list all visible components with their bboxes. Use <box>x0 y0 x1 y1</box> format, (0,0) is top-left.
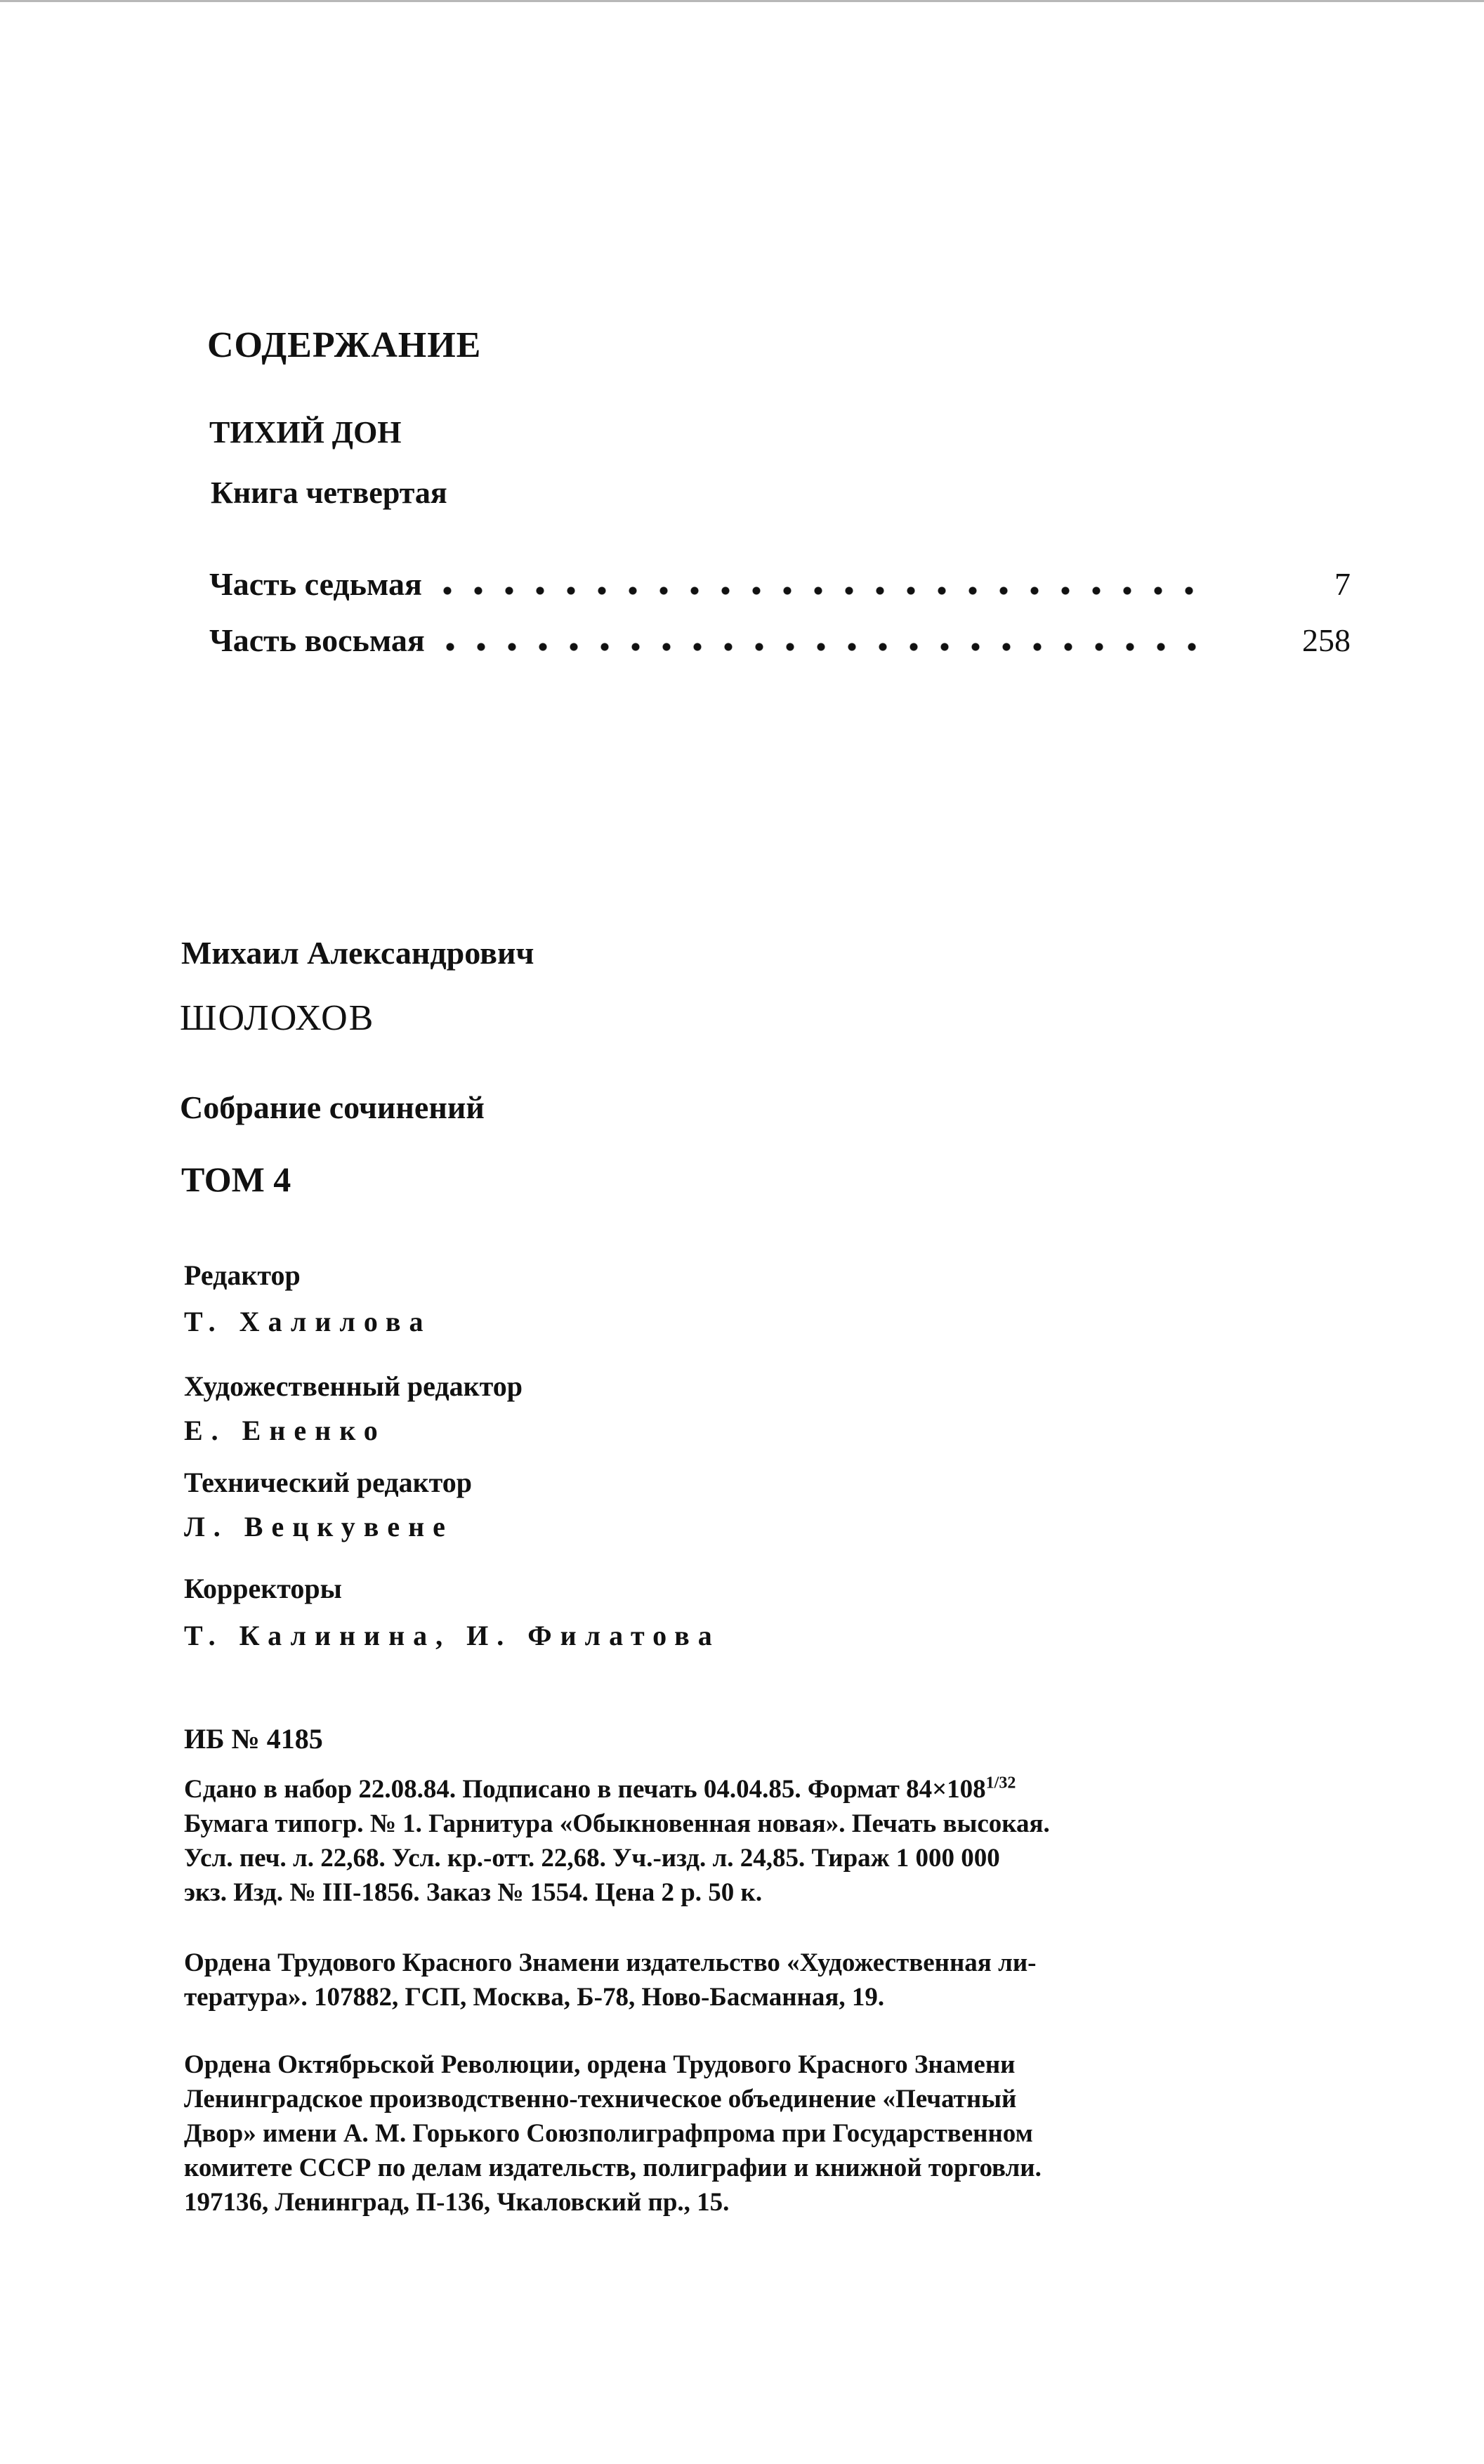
printer-info-line: Ленинградское производственно-техническое объединение «Печатный <box>184 2085 1017 2114</box>
print-details-line: Усл. печ. л. 22,68. Усл. кр.-отт. 22,68. Уч.-изд. л. 24,85. Тираж 1 000 000 <box>184 1844 1000 1873</box>
format-fraction: 1/32 <box>985 1774 1016 1793</box>
credit-person: Е. Ененко <box>184 1415 386 1446</box>
collection-title: Собрание сочинений <box>180 1089 485 1125</box>
printer-info-line: 197136, Ленинград, П-136, Чкаловский пр., 15. <box>184 2188 730 2217</box>
publisher-info-line: тература». 107882, ГСП, Москва, Б-78, Ново-Басманная, 19. <box>184 1983 885 2012</box>
printer-info-line: Двор» имени А. М. Горького Союзполиграфпрома при Государственном <box>184 2119 1033 2148</box>
print-details-text: Сдано в набор 22.08.84. Подписано в печать 04.04.85. Формат 84×108 <box>184 1775 986 1804</box>
toc-dot-leader <box>435 643 1200 651</box>
contents-heading: СОДЕРЖАНИЕ <box>207 325 482 365</box>
print-details-line <box>184 1772 1350 1807</box>
print-details-line: Бумага типогр. № 1. Гарнитура «Обыкновенная новая». Печать высокая. <box>184 1809 1050 1838</box>
printer-info-line: Ордена Октябрьской Революции, ордена Трудового Красного Знамени <box>184 2050 1016 2079</box>
credit-role: Корректоры <box>184 1573 342 1604</box>
toc-dot-leader <box>432 586 1197 595</box>
credit-role: Редактор <box>184 1259 301 1291</box>
credit-role: Технический редактор <box>184 1467 473 1498</box>
toc-entry <box>209 622 1351 664</box>
toc-entry-page: 7 <box>1334 566 1351 602</box>
printer-info-line: комитете СССР по делам издательств, полиграфии и книжной торговли. <box>184 2154 1042 2182</box>
publisher-info-line: Ордена Трудового Красного Знамени издательство «Художественная ли- <box>184 1948 1037 1977</box>
author-name: Михаил Александрович <box>181 935 534 971</box>
volume-number: ТОМ 4 <box>181 1160 291 1199</box>
credit-person: Т. Калинина, И. Филатова <box>184 1620 721 1651</box>
credit-role: Художественный редактор <box>184 1370 523 1402</box>
toc-entry-label: Часть седьмая <box>209 566 422 602</box>
print-details-line: экз. Изд. № III-1856. Заказ № 1554. Цена 2 р. 50 к. <box>184 1878 763 1907</box>
credit-person: Т. Халилова <box>184 1306 432 1337</box>
print-details <box>184 1772 1350 1910</box>
author-surname: ШОЛОХОВ <box>180 998 375 1038</box>
ib-number: ИБ № 4185 <box>184 1723 323 1755</box>
toc-entry-page: 258 <box>1302 622 1351 658</box>
book-title: Книга четвертая <box>211 476 447 510</box>
work-title: ТИХИЙ ДОН <box>209 415 402 450</box>
toc-entry <box>209 565 1351 608</box>
credit-person: Л. Вецкувене <box>184 1511 454 1542</box>
page-top-edge <box>0 0 1484 2</box>
toc-entry-label: Часть восьмая <box>209 622 425 658</box>
printer-info <box>184 2047 1350 2220</box>
publisher-info <box>184 1946 1350 2014</box>
